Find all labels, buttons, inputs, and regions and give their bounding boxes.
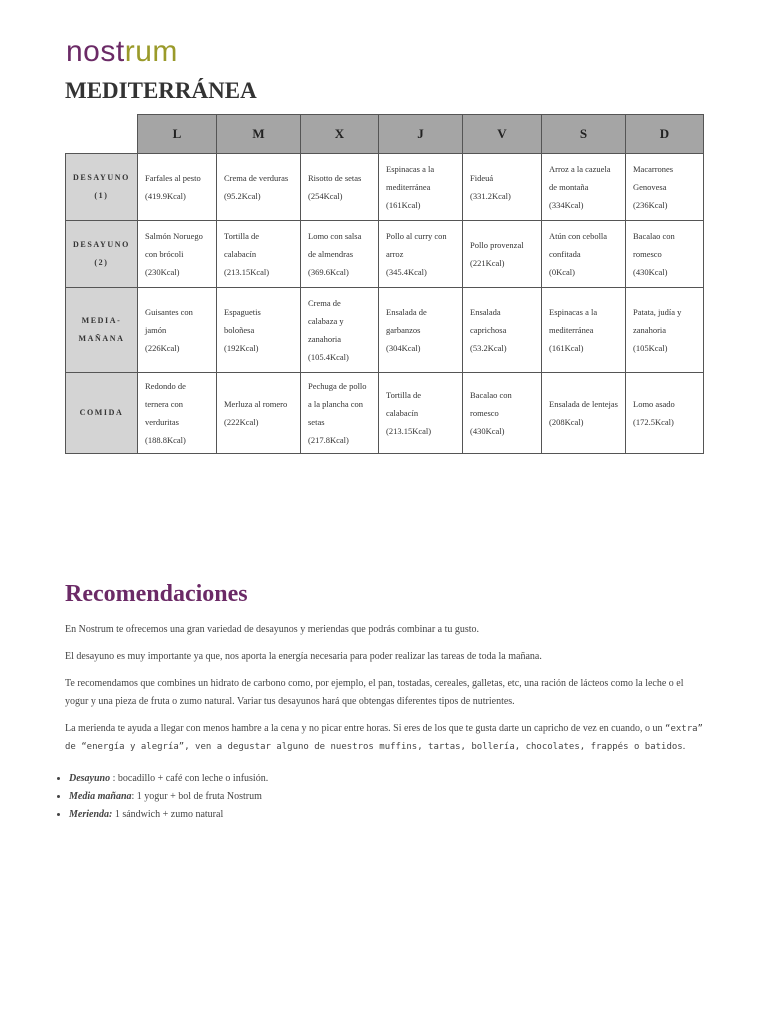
dish-kcal: (105Kcal) [633,343,668,353]
dish-kcal: (236Kcal) [633,200,668,210]
menu-cell [626,373,704,454]
dish-kcal: (430Kcal) [633,267,668,277]
menu-cell [138,373,217,454]
dish-kcal: (213.15Kcal) [224,267,270,277]
dish-name: Pollo provenzal [470,240,524,250]
menu-cell [379,288,463,373]
row-header [66,373,138,454]
dish-name: Arroz a la cazuela de montaña [549,164,611,192]
dish-kcal: (0Kcal) [549,267,575,277]
day-header: M [217,115,301,154]
dish-name: Espinacas a la mediterránea [549,307,598,335]
recommendations-title: Recomendaciones [65,581,248,607]
menu-cell [463,221,542,288]
row-label-line1: MEDIA- [81,316,122,325]
recommendations-paragraph-3: Te recomendamos que combines un hidrato de carbono como, por ejemplo, el pan, tostadas, cereales, galletas, etc, una ración de lácteos como la leche o el yogur y una pieza de fruta o zumo natural. Variar tus desayunos hará que obtengas diferentes tipos de nutrientes. [65,678,684,707]
dish-kcal: (222Kcal) [224,417,259,427]
table-corner [66,115,138,154]
row-header [66,288,138,373]
dish-name: Bacalao con romesco [633,231,675,259]
menu-cell [542,154,626,221]
dish-name: Risotto de setas [308,173,362,183]
menu-cell [463,288,542,373]
dish-kcal: (161Kcal) [549,343,584,353]
dish-name: Espaguetis boloñesa [224,307,261,335]
dish-kcal: (334Kcal) [549,200,584,210]
day-header: L [138,115,217,154]
dish-name: Farfales al pesto [145,173,201,183]
day-header: V [463,115,542,154]
dish-kcal: (221Kcal) [470,258,505,268]
table-row [66,288,704,373]
dish-name: Ensalada de garbanzos [386,307,427,335]
item-text: 1 sándwich + zumo natural [112,809,224,820]
table-header-row [66,115,704,154]
item-text: : 1 yogur + bol de fruta Nostrum [131,791,262,802]
dish-kcal: (230Kcal) [145,267,180,277]
day-header: J [379,115,463,154]
table-row [66,373,704,454]
dish-name: Ensalada de lentejas [549,399,618,409]
dish-kcal: (95.2Kcal) [224,191,261,201]
dish-kcal: (217.8Kcal) [308,435,349,445]
menu-cell [542,373,626,454]
dish-kcal: (226Kcal) [145,343,180,353]
row-header [66,154,138,221]
recommendations-paragraph-4 [65,720,705,756]
dish-name: Lomo con salsa de almendras [308,231,362,259]
menu-cell [217,221,301,288]
menu-cell [626,288,704,373]
dish-name: Espinacas a la mediterránea [386,164,435,192]
dish-name: Macarrones Genovesa [633,164,674,192]
table-row [66,221,704,288]
menu-cell [301,288,379,373]
item-label: Desayuno [69,773,111,784]
list-item [69,788,268,806]
page-title: MEDITERRÁNEA [65,78,257,103]
item-label: Merienda: [69,809,113,820]
menu-cell [542,288,626,373]
weekly-menu-table [65,114,704,454]
item-label: Media mañana [69,791,132,802]
menu-cell [138,288,217,373]
logo-text-part1: nost [66,35,125,68]
dish-kcal: (254Kcal) [308,191,343,201]
dish-kcal: (208Kcal) [549,417,584,427]
dish-kcal: (161Kcal) [386,200,421,210]
dish-name: Crema de calabaza y zanahoria [308,298,344,344]
list-item [69,770,268,788]
dish-kcal: (53.2Kcal) [470,343,507,353]
row-label-line2: MAÑANA [78,334,125,343]
menu-cell [301,154,379,221]
menu-cell [542,221,626,288]
logo-text-part2: rum [124,35,178,68]
dish-name: Merluza al romero [224,399,288,409]
menu-cell [217,288,301,373]
menu-cell [379,373,463,454]
dish-kcal: (331.2Kcal) [470,191,511,201]
menu-cell [301,373,379,454]
menu-cell [626,154,704,221]
dish-name: Guisantes con jamón [145,307,193,335]
dish-kcal: (430Kcal) [470,426,505,436]
dish-name: Atún con cebolla confitada [549,231,608,259]
dish-name: Salmón Noruego con brócoli [145,231,203,259]
dish-kcal: (192Kcal) [224,343,259,353]
menu-cell [626,221,704,288]
row-label-line2: (1) [94,191,109,200]
table-row [66,154,704,221]
dish-kcal: (304Kcal) [386,343,421,353]
menu-cell [379,154,463,221]
menu-cell [379,221,463,288]
dish-name: Fideuá [470,173,494,183]
row-label-line1: DESAYUNO [73,240,130,249]
day-header: X [301,115,379,154]
dish-kcal: (419.9Kcal) [145,191,186,201]
recommendations-paragraph-2: El desayuno es muy importante ya que, nos aporta la energía necesaria para poder realizar las tareas de toda la mañana. [65,651,542,662]
row-label-line1: DESAYUNO [73,173,130,182]
row-header [66,221,138,288]
dish-name: Lomo asado [633,399,675,409]
dish-kcal: (213.15Kcal) [386,426,432,436]
dish-name: Pollo al curry con arroz [386,231,447,259]
row-label-line1: COMIDA [79,408,124,417]
paragraph-4-handwritten-text: “extra” de “energía y alegría”, ven a degustar alguno de nuestros muffins, tartas, bollería, chocolates, frappés o batidos [65,724,703,752]
paragraph-4-text: La merienda te ayuda a llegar con menos hambre a la cena y no picar entre horas. Si eres de los que te gusta darte un capricho de vez en cuando, o un [65,723,663,734]
list-item [69,806,268,824]
recommendations-paragraph-1: En Nostrum te ofrecemos una gran variedad de desayunos y meriendas que podrás combinar a tu gusto. [65,624,480,635]
dish-kcal: (188.8Kcal) [145,435,186,445]
dish-name: Crema de verduras [224,173,289,183]
row-label-line2: (2) [94,258,109,267]
menu-cell [138,221,217,288]
menu-cell [217,373,301,454]
day-header: S [542,115,626,154]
menu-cell [138,154,217,221]
menu-cell [463,373,542,454]
dish-kcal: (172.5Kcal) [633,417,674,427]
suggestions-list [47,770,268,824]
item-text: : bocadillo + café con leche o infusión. [110,773,269,784]
dish-kcal: (369.6Kcal) [308,267,349,277]
dish-name: Redondo de ternera con verduritas [145,381,186,427]
dish-kcal: (105.4Kcal) [308,352,349,362]
dish-name: Tortilla de calabacín [224,231,260,259]
dish-name: Tortilla de calabacín [386,390,422,418]
dish-kcal: (345.4Kcal) [386,267,427,277]
paragraph-4-end: . [682,741,686,752]
dish-name: Patata, judía y zanahoria [633,307,682,335]
dish-name: Ensalada caprichosa [470,307,507,335]
day-header: D [626,115,704,154]
dish-name: Bacalao con romesco [470,390,512,418]
menu-cell [217,154,301,221]
dish-name: Pechuga de pollo a la plancha con setas [308,381,367,427]
nostrum-logo [66,30,178,74]
menu-cell [301,221,379,288]
menu-cell [463,154,542,221]
